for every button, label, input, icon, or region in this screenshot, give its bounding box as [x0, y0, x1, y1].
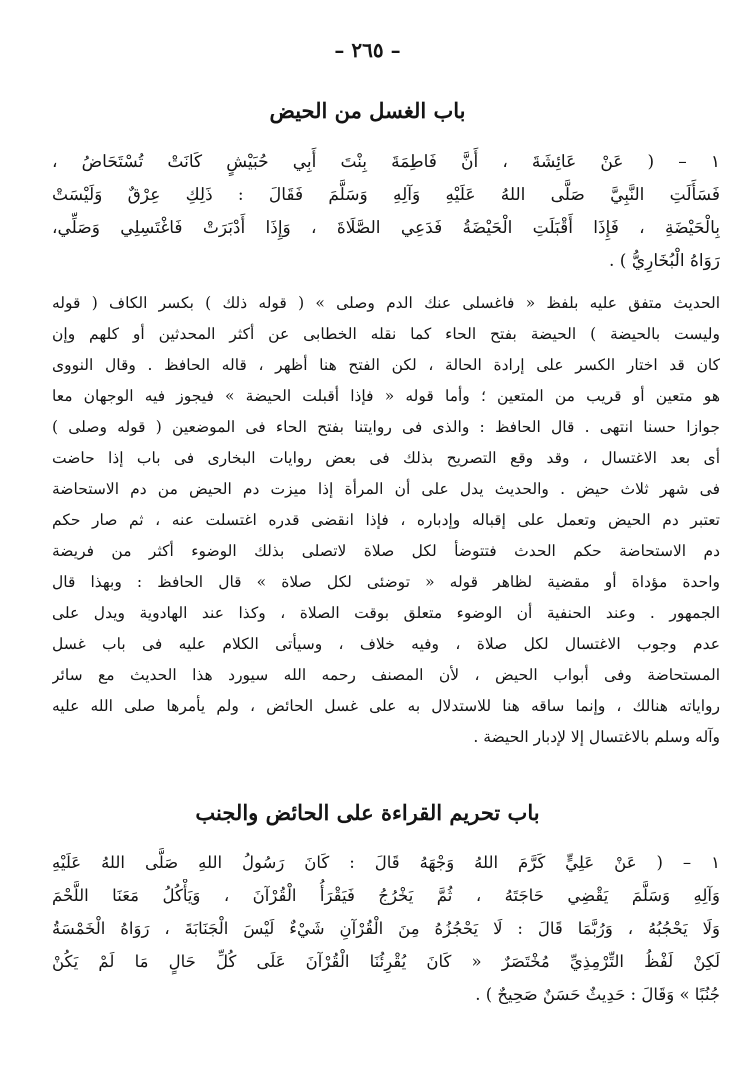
hadith-aisha [52, 146, 720, 278]
hadith-line: ١ – ( عَنْ عَلِيٍّ كَرَّمَ اللهُ وَجْهَهُ قَالَ : كَانَ رَسُولُ اللهِ صَلَّى اللهُ عَلَيْهِ [52, 853, 720, 872]
commentary-ghusl [52, 288, 720, 753]
commentary-line: تعتبر دم الحيض وتعمل على إقباله وإدباره ، فإذا انقضى قدره اغتسلت عنه ، ثم صار حكم [52, 511, 720, 529]
commentary-line: جوازا حسنا انتهى . قال الحافظ : والذى فى روايتنا بفتح الحاء فى الموضعين ( قوله وصلى ) [52, 418, 720, 436]
commentary-line: واحدة مؤداة أو مقضية لظاهر قوله « توضئى لكل صلاة » قال الحافظ : وبهذا قال [52, 573, 720, 591]
hadith-line: رَوَاهُ الْبُخَارِيُّ ) . [609, 251, 720, 271]
commentary-line: المستحاضة وفى أبواب الحيض ، لأن المصنف رحمه الله سيورد هذا الحديث مع سائر [52, 666, 720, 684]
page-number: – ٢٦٥ – [334, 38, 401, 62]
hadith-line: وَلَا يَحْجُبُهُ ، وَرُبَّمَا قَالَ : لَا يَحْجُزُهُ مِنَ الْقُرْآنِ شَيْءٌ لَيْسَ الْجَنَابَةَ ، رَوَاهُ الْخَمْسَةُ [52, 919, 720, 938]
hadith-line: ١ – ( عَنْ عَائِشَةَ ، أَنَّ فَاطِمَةَ بِنْتَ أَبِي حُبَيْشٍ كَانَتْ تُسْتَحَاضُ ، [52, 152, 720, 172]
commentary-line: دم الاستحاضة حكم الحدث فتتوضأ لكل صلاة لاتصلى بذلك الوضوء أكثر من فريضة [52, 542, 720, 560]
commentary-line: هو متعين أو قريب من المتعين ؛ وأما قوله « فإذا أقبلت الحيضة » فيجوز فيه الوجهان معا [52, 387, 720, 405]
hadith-line: فَسَأَلَتِ النَّبِيَّ صَلَّى اللهُ عَلَيْهِ وَآلِهِ وَسَلَّمَ فَقَالَ : ذَلِكِ عِرْقٌ وَلَيْسَتْ [52, 185, 720, 205]
chapter-heading-ghusl: باب الغسل من الحيض [269, 98, 466, 123]
commentary-line: فى شهر ثلاث حيض . والحديث يدل على أن المرأة إذا ميزت دم الحيض من دم الاستحاضة [52, 480, 720, 498]
commentary-line: كان قد اختار الكسر على إرادة الحالة ، لكن الفتح هنا أظهر ، قاله الحافظ . وقال النووى [52, 356, 720, 374]
hadith-line: بِالْحَيْضَةِ ، فَإِذَا أَقْبَلَتِ الْحَيْضَةُ فَدَعِي الصَّلَاةَ ، وَإِذَا أَدْبَرَتْ فَاغْتَسِلِي وَصَلِّي، [52, 218, 720, 238]
hadith-ali [52, 846, 720, 1011]
commentary-line: رواياته هنالك ، وإنما ساقه هنا للاستدلال به على غسل الحائض ، ولم يأمرها صلى الله عليه [52, 697, 720, 715]
commentary-line: الجمهور . وعند الحنفية أن الوضوء متعلق بوقت الصلاة ، وكذا عند الهادوية ويدل على [52, 604, 720, 622]
commentary-line: الحديث متفق عليه بلفظ « فاغسلى عنك الدم وصلى » ( قوله ذلك ) بكسر الكاف ( قوله [52, 294, 720, 312]
hadith-line: جُنُبًا » وَقَالَ : حَدِيثٌ حَسَنٌ صَحِيحٌ ) . [475, 985, 720, 1004]
commentary-line: عدم وجوب الاغتسال لكل صلاة ، وفيه خلاف ، وسيأتى الكلام عليه فى باب غسل [52, 635, 720, 653]
hadith-line: لَكِنْ لَفْظُ التِّرْمِذِيِّ مُخْتَصَرٌ « كَانَ يُقْرِئُنَا الْقُرْآنَ عَلَى كُلِّ حَالٍ مَا لَمْ يَكُنْ [52, 952, 720, 971]
commentary-line: وليست بالحيضة ) الحيضة بفتح الحاء كما نقله الخطابى عن أكثر المحدثين أو كلهم وإن [52, 325, 720, 343]
commentary-line: وآله وسلم بالاغتسال إلا لإدبار الحيضة . [473, 728, 720, 746]
commentary-line: أى بعد الاغتسال ، وقد وقع التصريح بذلك فى بعض روايات البخارى فى باب إذا حاضت [52, 449, 720, 467]
hadith-line: وَآلِهِ وَسَلَّمَ يَقْضِي حَاجَتَهُ ، ثُمَّ يَخْرُجُ فَيَقْرَأُ الْقُرْآنَ ، وَيَأْكُلُ مَعَنَا اللَّحْمَ [52, 886, 720, 905]
chapter-heading-qiraa: باب تحريم القراءة على الحائض والجنب [195, 800, 540, 825]
